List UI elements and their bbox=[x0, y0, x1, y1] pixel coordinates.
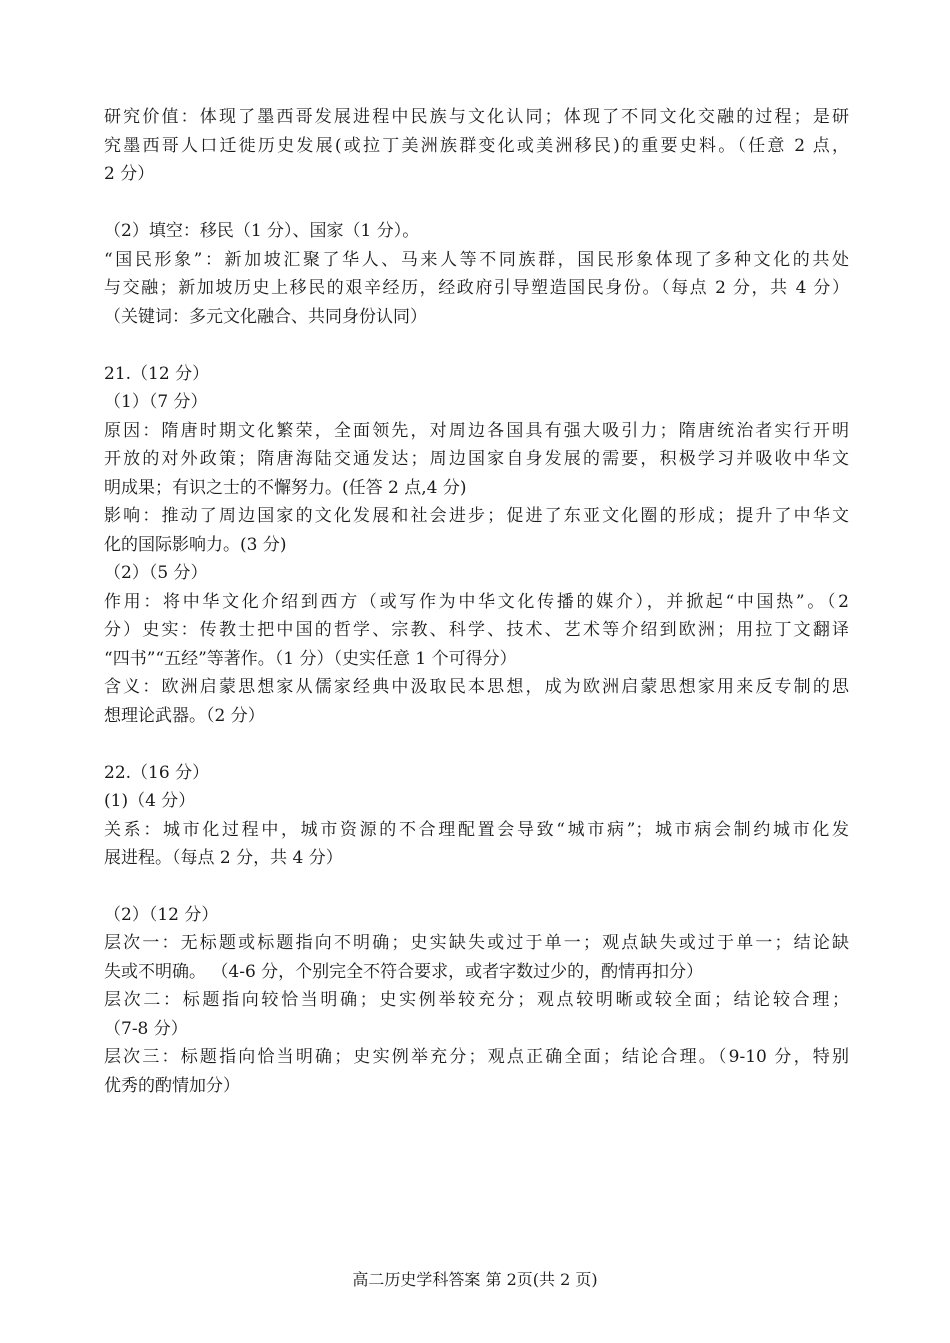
text-line: （2）填空：移民（1 分）、国家（1 分）。 bbox=[104, 221, 420, 241]
subquestion-heading: （1）（7 分） bbox=[104, 392, 208, 412]
text-line: 作用：将中华文化介绍到西方（或写作为中华文化传播的媒介），并掀起“中国热”。（2 bbox=[104, 592, 849, 612]
text-line: 失或不明确。 （4-6 分，个别完全不符合要求，或者字数过少的，酌情再扣分） bbox=[104, 962, 704, 982]
text-line: 分）史实：传教士把中国的哲学、宗教、科学、技术、艺术等介绍到欧洲；用拉丁文翻译 bbox=[104, 620, 849, 640]
text-line: 优秀的酌情加分） bbox=[104, 1076, 240, 1096]
subquestion-heading: (1)（4 分） bbox=[104, 791, 196, 811]
text-line: 研究价值：体现了墨西哥发展进程中民族与文化认同；体现了不同文化交融的过程；是研 bbox=[104, 107, 849, 127]
text-line: （关键词：多元文化融合、共同身份认同） bbox=[104, 307, 427, 327]
page-footer: 高二历史学科答案 第 2页(共 2 页) bbox=[352, 1270, 598, 1289]
text-line: 层次二：标题指向较恰当明确；史实例举较充分；观点较明晰或较全面；结论较合理； bbox=[104, 990, 849, 1010]
text-line: 影响：推动了周边国家的文化发展和社会进步；促进了东亚文化圈的形成；提升了中华文 bbox=[104, 506, 849, 526]
text-line: 层次三：标题指向恰当明确；史实例举充分；观点正确全面；结论合理。（9-10 分，特别 bbox=[104, 1047, 849, 1067]
text-line: 开放的对外政策；隋唐海陆交通发达；周边国家自身发展的需要，积极学习并吸收中华文 bbox=[104, 449, 849, 469]
text-line: “四书”“五经”等著作。（1 分）（史实任意 1 个可得分） bbox=[104, 649, 517, 669]
text-line: 层次一：无标题或标题指向不明确；史实缺失或过于单一；观点缺失或过于单一；结论缺 bbox=[104, 933, 849, 953]
text-line: 明成果；有识之士的不懈努力。(任答 2 点,4 分) bbox=[104, 478, 467, 498]
text-line: 与交融；新加坡历史上移民的艰辛经历，经政府引导塑造国民身份。（每点 2 分，共 4 分） bbox=[104, 278, 849, 298]
text-line: 究墨西哥人口迁徙历史发展(或拉丁美洲族群变化或美洲移民)的重要史料。（任意 2 点， bbox=[104, 136, 849, 156]
text-line: “国民形象”：新加坡汇聚了华人、马来人等不同族群，国民形象体现了多种文化的共处 bbox=[104, 250, 849, 270]
question-heading: 21.（12 分） bbox=[104, 364, 210, 384]
text-line: （7-8 分） bbox=[104, 1019, 188, 1039]
text-line: 含义：欧洲启蒙思想家从儒家经典中汲取民本思想，成为欧洲启蒙思想家用来反专制的思 bbox=[104, 677, 849, 697]
question-heading: 22.（16 分） bbox=[104, 763, 210, 783]
text-line: 化的国际影响力。(3 分) bbox=[104, 535, 287, 555]
text-line: 想理论武器。（2 分） bbox=[104, 706, 265, 726]
subquestion-heading: （2）（5 分） bbox=[104, 563, 208, 583]
text-line: 关系：城市化过程中，城市资源的不合理配置会导致“城市病”；城市病会制约城市化发 bbox=[104, 820, 849, 840]
text-line: 展进程。（每点 2 分，共 4 分） bbox=[104, 848, 343, 868]
text-line: 原因：隋唐时期文化繁荣，全面领先，对周边各国具有强大吸引力；隋唐统治者实行开明 bbox=[104, 421, 849, 441]
subquestion-heading: （2）（12 分） bbox=[104, 905, 219, 925]
text-line: 2 分） bbox=[104, 164, 155, 184]
